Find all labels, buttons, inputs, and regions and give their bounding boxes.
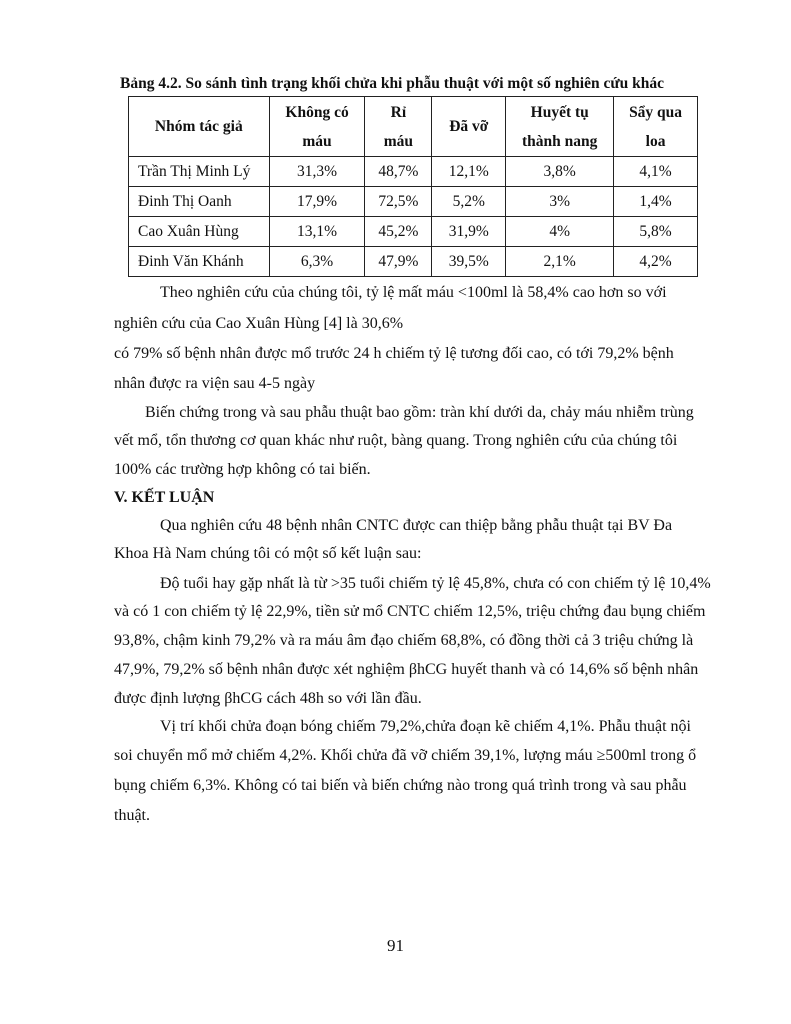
- text-line: Vị trí khối chửa đoạn bóng chiếm 79,2%,chửa đoạn kẽ chiếm 4,1%. Phẫu thuật nội: [160, 718, 691, 735]
- text-line: 93,8%, chậm kinh 79,2% và ra máu âm đạo chiếm 68,8%, có đồng thời cả 3 triệu chứng là: [114, 632, 694, 649]
- table-cell: 2,1%: [506, 247, 614, 277]
- table-caption: Bảng 4.2. So sánh tình trạng khối chửa khi phẫu thuật với một số nghiên cứu khác: [120, 75, 665, 92]
- table-cell: 3,8%: [506, 157, 614, 187]
- table-cell: 3%: [506, 187, 614, 217]
- header-author-group: Nhóm tác giả: [129, 97, 270, 157]
- table-cell: Trần Thị Minh Lý: [129, 157, 270, 187]
- table-cell: 39,5%: [432, 247, 506, 277]
- table-row: [129, 157, 698, 187]
- page-number: 91: [387, 936, 404, 955]
- table-cell: 12,1%: [432, 157, 506, 187]
- text-line: Biến chứng trong và sau phẫu thuật bao gồm: tràn khí dưới da, chảy máu nhiễm trùng: [145, 404, 694, 421]
- table-cell: 5,2%: [432, 187, 506, 217]
- header-no-blood: Không có máu: [269, 97, 365, 157]
- text-line: 47,9%, 79,2% số bệnh nhân được xét nghiệm βhCG huyết thanh và có 14,6% số bệnh nhân: [114, 661, 699, 678]
- text-line: soi chuyển mổ mở chiếm 4,2%. Khối chửa đã vỡ chiếm 39,1%, lượng máu ≥500ml trong ổ: [114, 747, 697, 764]
- text-line: được định lượng βhCG cách 48h so với lần đầu.: [114, 690, 422, 707]
- table-cell: 4%: [506, 217, 614, 247]
- text-line: nhân được ra viện sau 4-5 ngày: [114, 375, 316, 392]
- table-cell: 5,8%: [614, 217, 698, 247]
- comparison-table: [128, 96, 698, 277]
- table-cell: 45,2%: [365, 217, 432, 247]
- table-cell: 48,7%: [365, 157, 432, 187]
- table-cell: 17,9%: [269, 187, 365, 217]
- text-line: Khoa Hà Nam chúng tôi có một số kết luận sau:: [114, 545, 422, 562]
- text-line: nghiên cứu của Cao Xuân Hùng [4] là 30,6%: [114, 315, 404, 332]
- header-hematoma: Huyết tụ thành nang: [506, 97, 614, 157]
- header-tubal-abortion: Sẩy qua loa: [614, 97, 698, 157]
- table-cell: Cao Xuân Hùng: [129, 217, 270, 247]
- header-ruptured: Đã vỡ: [432, 97, 506, 157]
- table-row: [129, 247, 698, 277]
- table-cell: 1,4%: [614, 187, 698, 217]
- table-cell: 31,3%: [269, 157, 365, 187]
- table-cell: 4,2%: [614, 247, 698, 277]
- header-oozing-blood: Rỉ máu: [365, 97, 432, 157]
- text-line: vết mổ, tổn thương cơ quan khác như ruột, bàng quang. Trong nghiên cứu của chúng tôi: [114, 432, 678, 449]
- table-cell: 13,1%: [269, 217, 365, 247]
- table-cell: 72,5%: [365, 187, 432, 217]
- table-header-row: [129, 97, 698, 157]
- text-line: Độ tuổi hay gặp nhất là từ >35 tuổi chiếm tỷ lệ 45,8%, chưa có con chiếm tỷ lệ 10,4%: [160, 575, 711, 592]
- text-line: và có 1 con chiếm tỷ lệ 22,9%, tiền sử mổ CNTC chiếm 12,5%, triệu chứng đau bụng chiếm: [114, 603, 706, 620]
- table-cell: 31,9%: [432, 217, 506, 247]
- text-line: thuật.: [114, 807, 150, 824]
- table-row: [129, 187, 698, 217]
- text-line: Qua nghiên cứu 48 bệnh nhân CNTC được can thiệp bằng phẫu thuật tại BV Đa: [160, 517, 673, 534]
- text-line: 100% các trường hợp không có tai biến.: [114, 461, 371, 478]
- table-cell: 47,9%: [365, 247, 432, 277]
- text-line: bụng chiếm 6,3%. Không có tai biến và biến chứng nào trong quá trình trong và sau phẫu: [114, 777, 687, 794]
- text-line: Theo nghiên cứu của chúng tôi, tỷ lệ mất máu <100ml là 58,4% cao hơn so với: [160, 284, 667, 301]
- table-cell: Đinh Thị Oanh: [129, 187, 270, 217]
- text-line: có 79% số bệnh nhân được mổ trước 24 h chiếm tỷ lệ tương đối cao, có tới 79,2% bệnh: [114, 345, 674, 362]
- table-cell: 4,1%: [614, 157, 698, 187]
- table-cell: Đinh Văn Khánh: [129, 247, 270, 277]
- section-heading: V. KẾT LUẬN: [114, 489, 215, 506]
- table-row: [129, 217, 698, 247]
- table-cell: 6,3%: [269, 247, 365, 277]
